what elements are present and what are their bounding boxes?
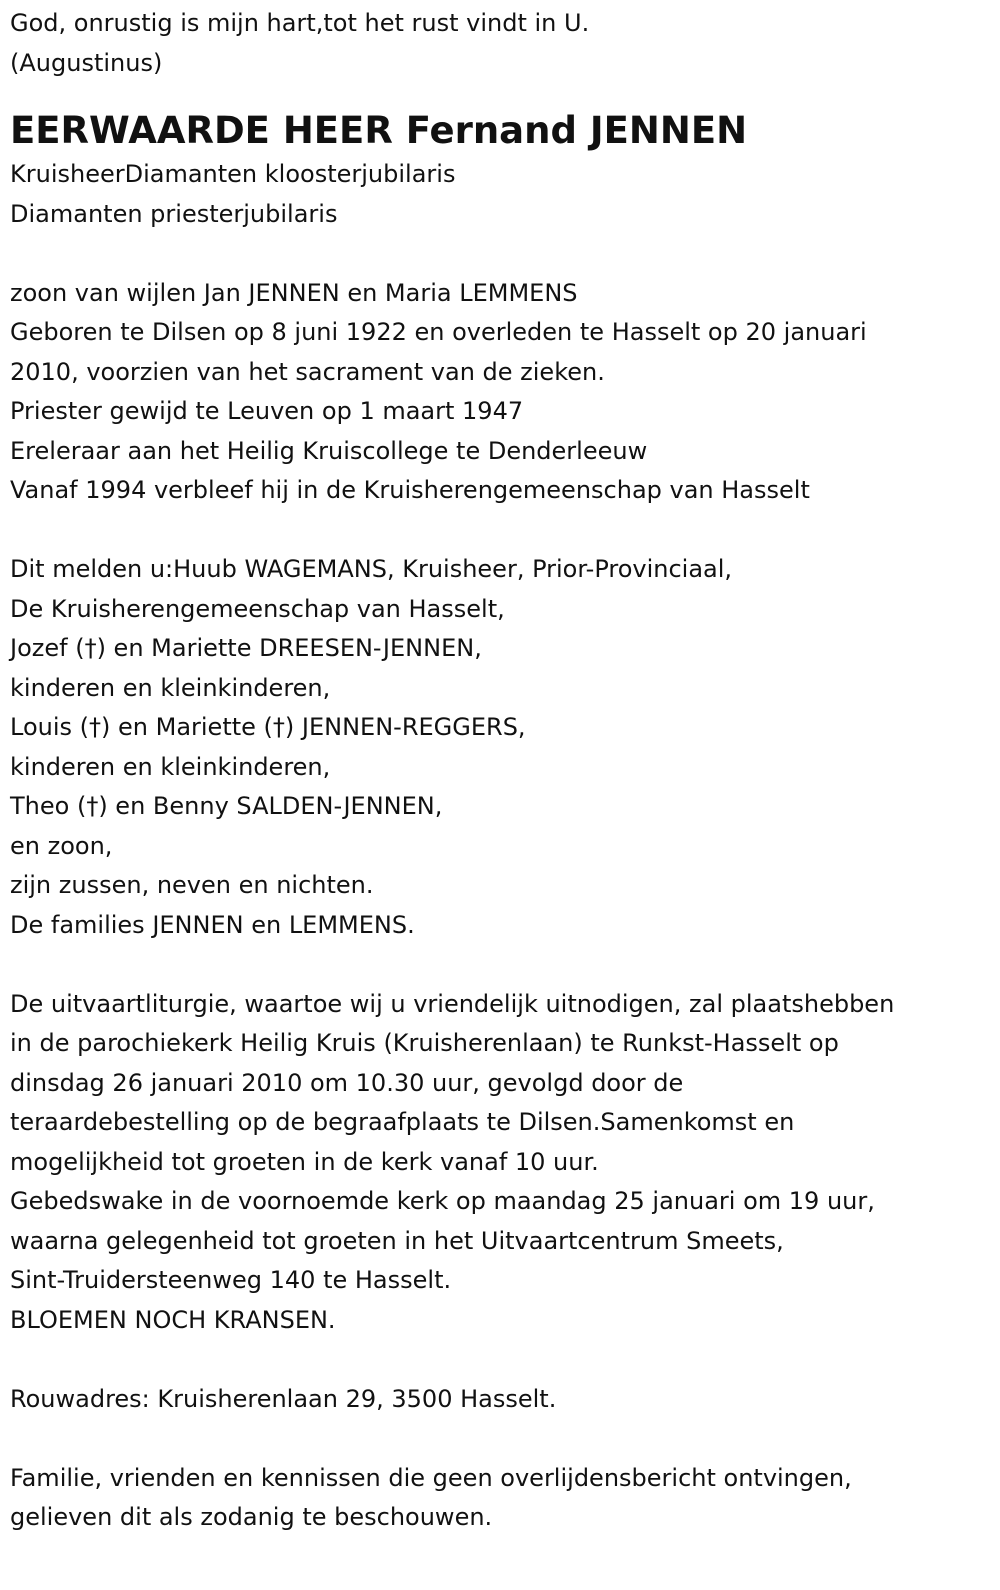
announcer-line: kinderen en kleinkinderen, bbox=[10, 673, 331, 702]
address-section bbox=[10, 1380, 990, 1420]
closing-line: Familie, vrienden en kennissen die geen overlijdensbericht ontvingen, bbox=[10, 1463, 852, 1492]
biography-line: Ereleraar aan het Heilig Kruiscollege te Denderleeuw bbox=[10, 436, 648, 465]
announcer-line: kinderen en kleinkinderen, bbox=[10, 752, 331, 781]
funeral-line: teraardebestelling op de begraafplaats te Dilsen.Samenkomst en bbox=[10, 1108, 795, 1136]
funeral-section bbox=[10, 985, 990, 1341]
funeral-line: dinsdag 26 januari 2010 om 10.30 uur, gevolgd door de bbox=[10, 1068, 684, 1097]
announcers-section bbox=[10, 550, 990, 945]
funeral-line: Gebedswake in de voornoemde kerk op maandag 25 januari om 19 uur, bbox=[10, 1187, 875, 1215]
biography-line: Priester gewijd te Leuven op 1 maart 1947 bbox=[10, 397, 524, 425]
quote-author: (Augustinus) bbox=[10, 48, 163, 77]
biography-section bbox=[10, 274, 990, 511]
spacer bbox=[10, 234, 990, 274]
funeral-line: waarna gelegenheid tot groeten in het Uitvaartcentrum Smeets, bbox=[10, 1226, 784, 1255]
deceased-header bbox=[10, 107, 990, 234]
announcer-line: en zoon, bbox=[10, 831, 113, 860]
mourning-address: Rouwadres: Kruisherenlaan 29, 3500 Hasselt. bbox=[10, 1384, 557, 1413]
spacer bbox=[10, 945, 990, 985]
spacer bbox=[10, 83, 990, 105]
closing-section bbox=[10, 1459, 990, 1538]
quote-text: God, onrustig is mijn hart,tot het rust vindt in U. bbox=[10, 9, 590, 37]
biography-line: zoon van wijlen Jan JENNEN en Maria LEMMENS bbox=[10, 278, 578, 307]
deceased-name: EERWAARDE HEER Fernand JENNEN bbox=[10, 109, 748, 152]
spacer bbox=[10, 1340, 990, 1380]
announcer-line: Jozef (†) en Mariette DREESEN-JENNEN, bbox=[10, 634, 482, 662]
funeral-line: De uitvaartliturgie, waartoe wij u vriendelijk uitnodigen, zal plaatshebben bbox=[10, 989, 895, 1018]
deceased-title: Diamanten priesterjubilaris bbox=[10, 199, 338, 228]
closing-line: gelieven dit als zodanig te beschouwen. bbox=[10, 1503, 493, 1531]
funeral-line: Sint-Truidersteenweg 140 te Hasselt. bbox=[10, 1266, 452, 1294]
biography-line: Vanaf 1994 verbleef hij in de Kruisherengemeenschap van Hasselt bbox=[10, 476, 810, 504]
biography-line: Geboren te Dilsen op 8 juni 1922 en overleden te Hasselt op 20 januari bbox=[10, 318, 867, 346]
biography-line: 2010, voorzien van het sacrament van de zieken. bbox=[10, 357, 605, 386]
deceased-title: KruisheerDiamanten kloosterjubilaris bbox=[10, 160, 456, 188]
funeral-line: mogelijkheid tot groeten in de kerk vanaf 10 uur. bbox=[10, 1147, 599, 1176]
funeral-line: BLOEMEN NOCH KRANSEN. bbox=[10, 1305, 336, 1334]
announcer-line: zijn zussen, neven en nichten. bbox=[10, 871, 374, 899]
spacer bbox=[10, 511, 990, 551]
announcer-line: Dit melden u:Huub WAGEMANS, Kruisheer, Prior-Provinciaal, bbox=[10, 555, 733, 583]
funeral-line: in de parochiekerk Heilig Kruis (Kruisherenlaan) te Runkst-Hasselt op bbox=[10, 1029, 839, 1057]
announcer-line: De families JENNEN en LEMMENS. bbox=[10, 910, 415, 939]
announcer-line: Theo (†) en Benny SALDEN-JENNEN, bbox=[10, 792, 443, 820]
opening-quote bbox=[10, 4, 990, 83]
announcer-line: Louis (†) en Mariette (†) JENNEN-REGGERS, bbox=[10, 713, 526, 741]
spacer bbox=[10, 1419, 990, 1459]
announcer-line: De Kruisherengemeenschap van Hasselt, bbox=[10, 594, 505, 623]
